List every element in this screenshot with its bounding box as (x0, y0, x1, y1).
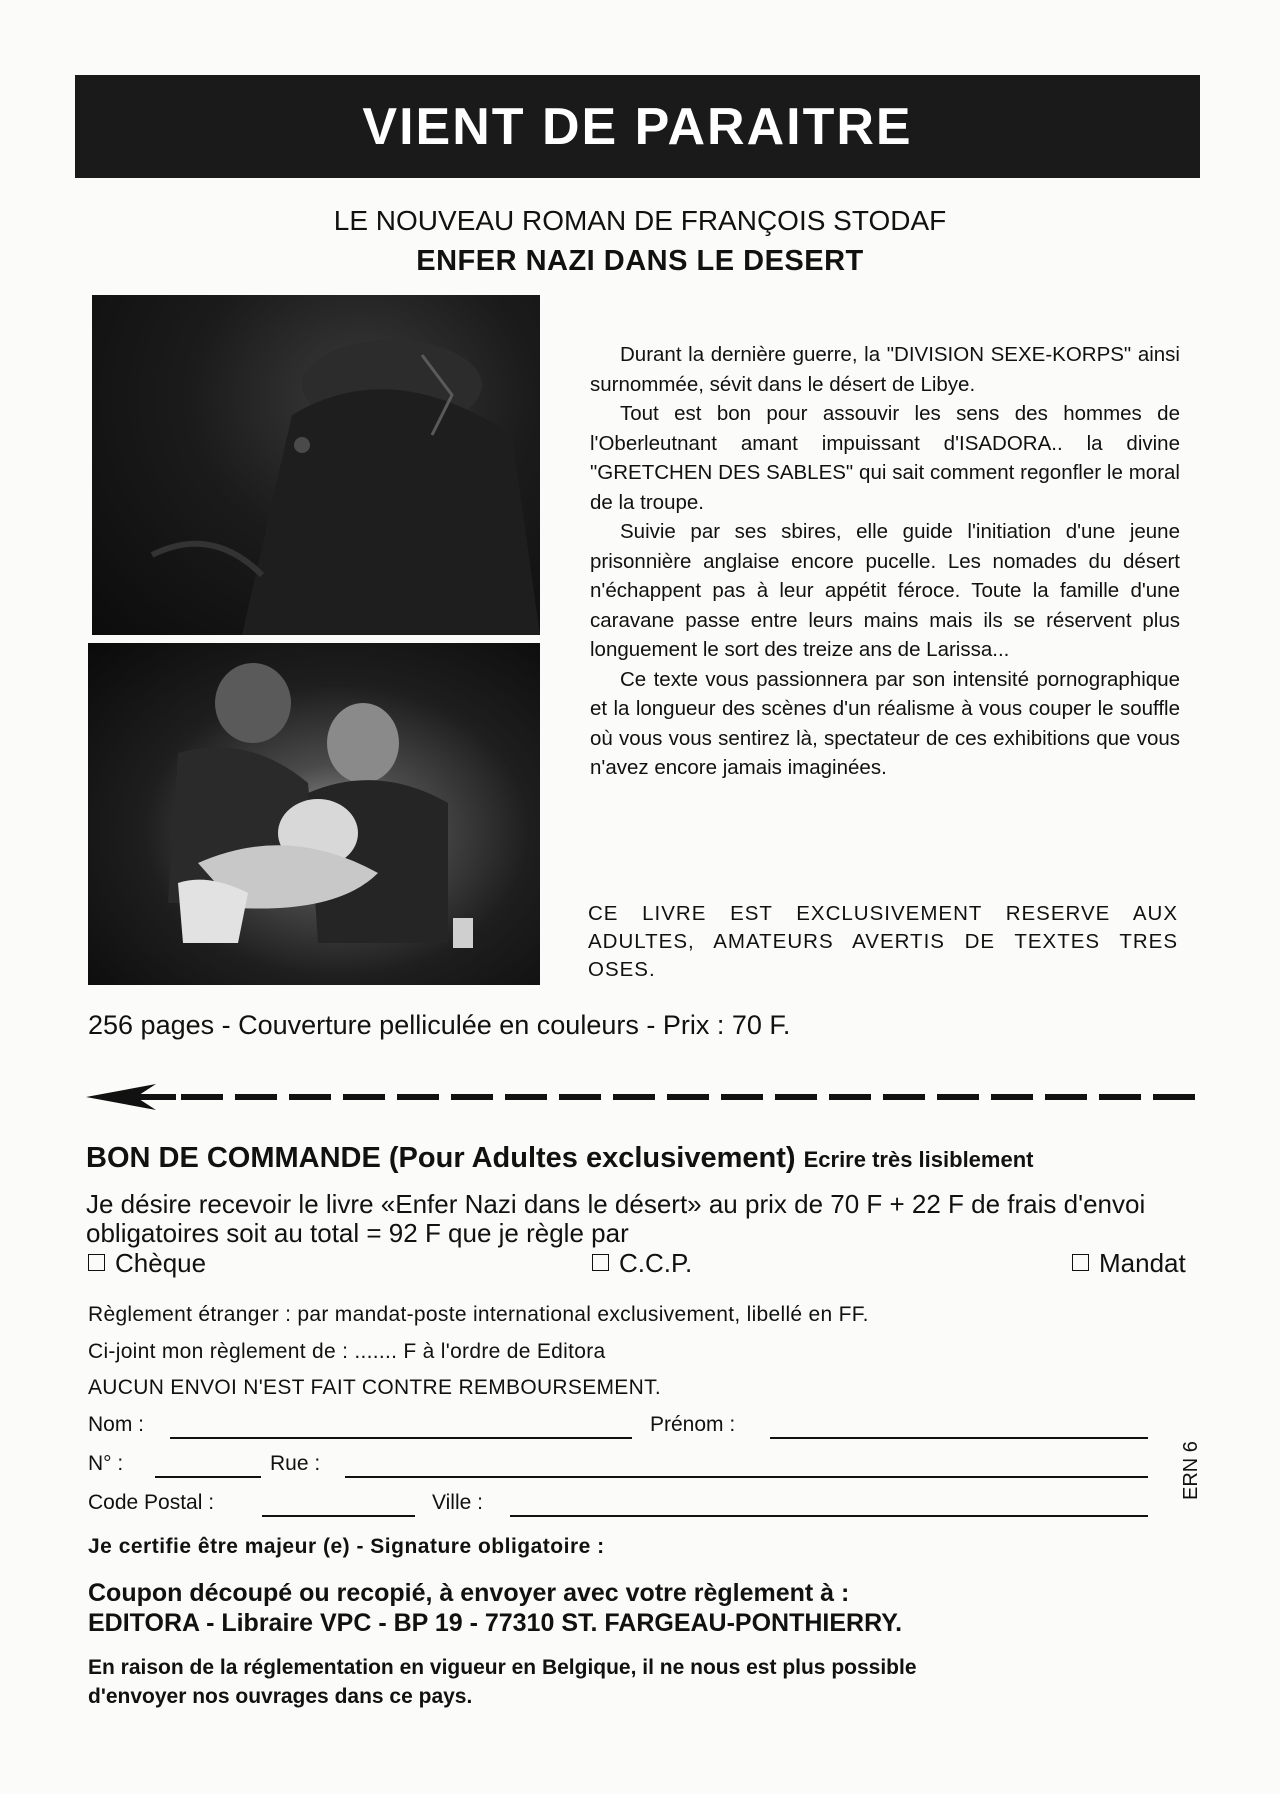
belgium-line: En raison de la réglementation en vigueur en Belgique, il ne nous est plus possible (88, 1656, 917, 1679)
cover-photo-top (92, 295, 540, 635)
numero-label: N° : (88, 1452, 124, 1475)
belgium-line: d'envoyer nos ouvrages dans ce pays. (88, 1685, 473, 1708)
ville-field[interactable] (510, 1515, 1148, 1517)
payment-option-cheque[interactable] (88, 1248, 206, 1279)
rue-field[interactable] (345, 1476, 1148, 1478)
adult-warning: CE LIVRE EST EXCLUSIVEMENT RESERVE AUX ADULTES, AMATEURS AVERTIS DE TEXTES TRES OSES. (588, 902, 1178, 981)
order-text: Je désire recevoir le livre «Enfer Nazi dans le désert» au prix de 70 F + 22 F de frais d'envoi obligatoires soit au total = 92 F que je règle par (86, 1189, 1146, 1248)
option-label: C.C.P. (619, 1248, 693, 1278)
option-label: Chèque (115, 1248, 207, 1278)
prenom-label: Prénom : (650, 1413, 736, 1436)
checkbox-icon[interactable] (592, 1254, 609, 1271)
order-form-title (86, 1142, 1033, 1175)
foreign-payment-note: Règlement étranger : par mandat-poste international exclusivement, libellé en FF. (88, 1303, 869, 1326)
coupon-line: Coupon découpé ou recopié, à envoyer avec votre règlement à : (88, 1579, 850, 1607)
cover-photo-bottom (88, 643, 540, 985)
description-paragraph: Suivie par ses sbires, elle guide l'initiation d'une jeune prisonnière anglaise encore pucelle. Les nomades du désert n'échappent pas à leur appétit féroce. Toute la famille d'une caravane passe entre leurs mains mais ils se réservent plus longuement le sort des treize ans de Larissa... (590, 520, 1180, 661)
nom-field[interactable] (170, 1437, 632, 1439)
description-paragraph: Ce texte vous passionnera par son intensité pornographique et la longueur des scènes d'un réalisme à vous couper le souffle où vous vous sentirez là, spectateur de ces exhibitions que vous n'avez encore jamais imaginées. (590, 667, 1180, 779)
order-title-note: Ecrire très lisiblement (803, 1147, 1034, 1172)
publisher-address: EDITORA - Libraire VPC - BP 19 - 77310 ST. FARGEAU-PONTHIERRY. (88, 1609, 903, 1637)
banner: VIENT DE PARAITRE (75, 75, 1200, 178)
cut-line-arrow-icon (86, 1082, 1206, 1112)
ville-label: Ville : (432, 1491, 483, 1514)
prenom-field[interactable] (770, 1437, 1148, 1439)
no-cod-note: AUCUN ENVOI N'EST FAIT CONTRE REMBOURSEMENT. (88, 1376, 662, 1399)
nom-label: Nom : (88, 1413, 145, 1436)
description-paragraph: Tout est bon pour assouvir les sens des hommes de l'Oberleutnant amant impuissant d'ISADORA.. la divine "GRETCHEN DES SABLES" qui sait comment regonfler le moral de la troupe. (590, 402, 1180, 514)
signature-certification: Je certifie être majeur (e) - Signature obligatoire : (88, 1535, 605, 1558)
belgium-notice (88, 1653, 917, 1711)
description-paragraph: Durant la dernière guerre, la "DIVISION SEXE-KORPS" ainsi surnommée, sévit dans le désert de Libye. (590, 343, 1180, 396)
checkbox-icon[interactable] (1072, 1254, 1089, 1271)
checkbox-icon[interactable] (88, 1254, 105, 1271)
enclosed-payment-line: Ci-joint mon règlement de : ....... F à l'ordre de Editora (88, 1340, 606, 1363)
book-description (590, 340, 1180, 783)
coupon-address (88, 1578, 902, 1638)
code-postal-label: Code Postal : (88, 1491, 215, 1514)
option-label: Mandat (1099, 1248, 1186, 1278)
subtitle: LE NOUVEAU ROMAN DE FRANÇOIS STODAF (333, 205, 947, 236)
price-line: 256 pages - Couverture pelliculée en couleurs - Prix : 70 F. (88, 1010, 791, 1040)
numero-field[interactable] (155, 1476, 261, 1478)
ad-code: ERN 6 (1180, 1441, 1202, 1500)
rue-label: Rue : (270, 1452, 321, 1475)
payment-option-mandat[interactable] (1072, 1248, 1186, 1279)
code-postal-field[interactable] (262, 1515, 415, 1517)
order-title-text: BON DE COMMANDE (Pour Adultes exclusivement) (86, 1142, 796, 1174)
book-title: ENFER NAZI DANS LE DESERT (416, 245, 864, 277)
payment-option-ccp[interactable] (592, 1248, 692, 1279)
